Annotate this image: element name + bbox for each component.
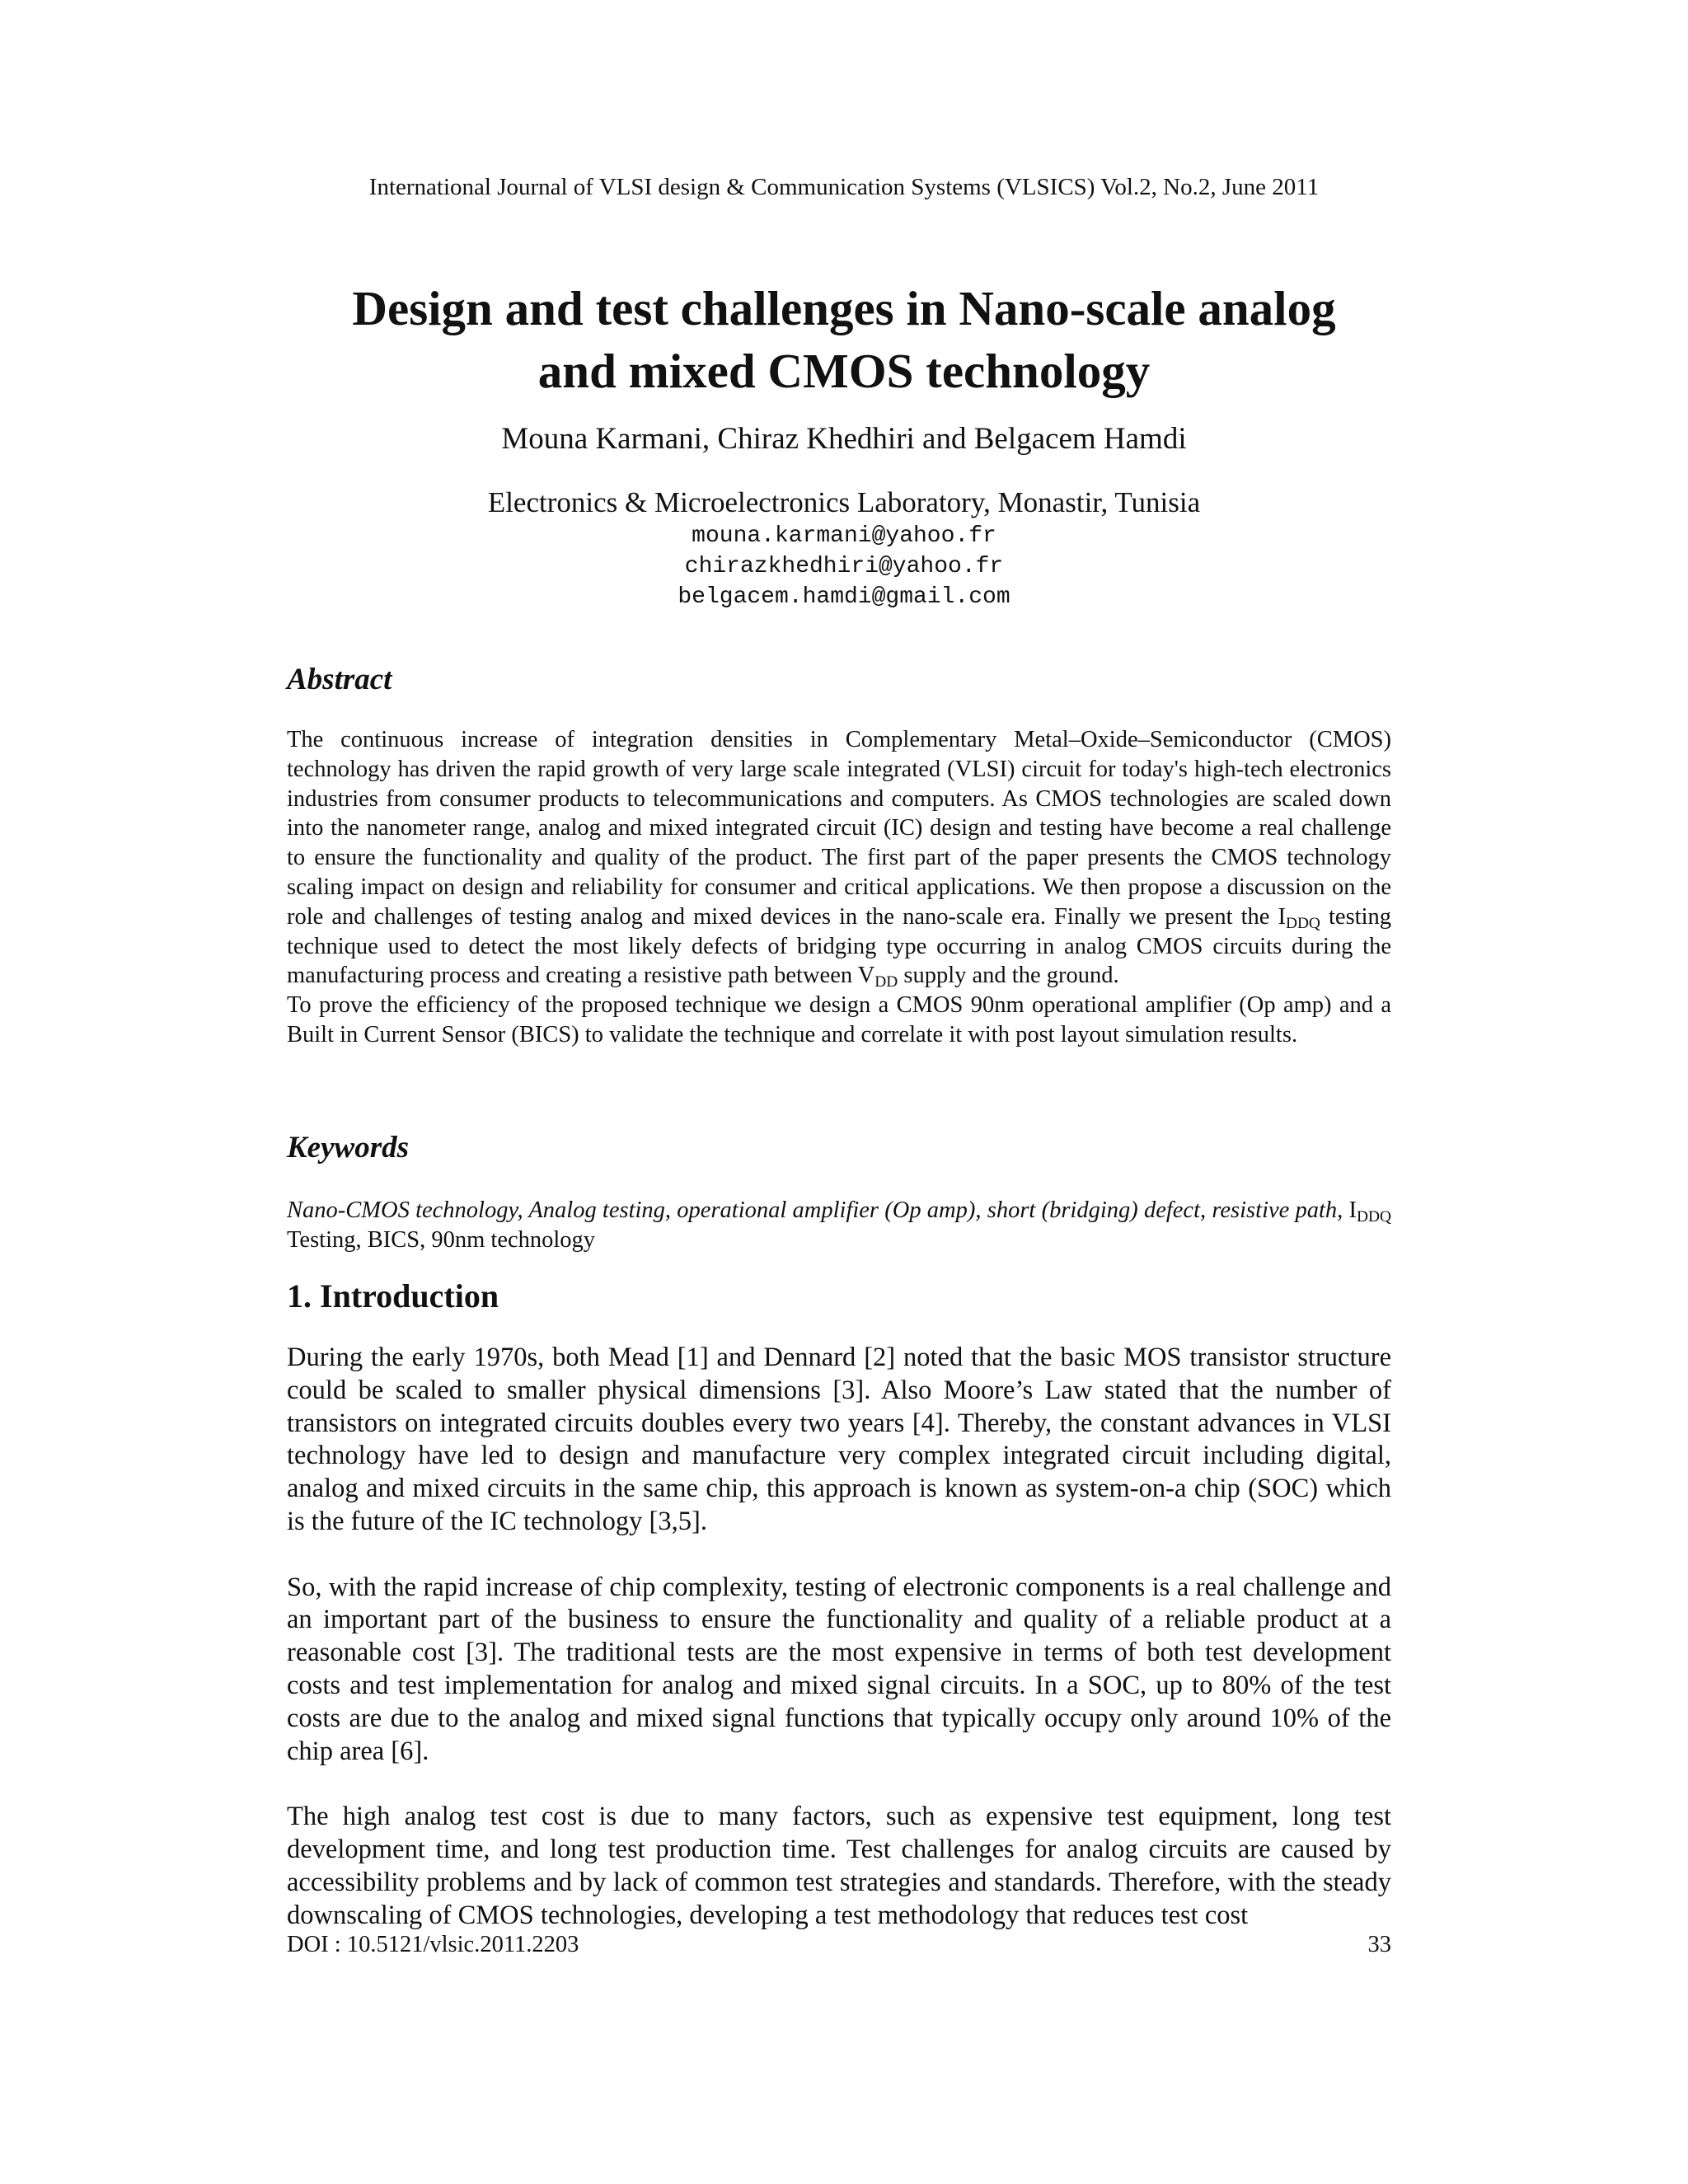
- title-line-2: and mixed CMOS technology: [537, 344, 1151, 398]
- page-number: 33: [1367, 1932, 1391, 1957]
- subscript: DD: [874, 973, 898, 991]
- abstract-text: supply and the ground.: [898, 963, 1119, 989]
- abstract-body: [287, 725, 1391, 1050]
- abstract-paragraph-2: To prove the efficiency of the proposed technique we design a CMOS 90nm operational amplifier (Op amp) and a Built in Current Sensor (BICS) to validate the technique and correlate it with post layout simulation results.: [287, 992, 1391, 1047]
- introduction-body: [287, 1342, 1391, 1965]
- keywords-italic: Nano-CMOS technology, Analog testing, operational amplifier (Op amp), short (bridging) defect, resistive path,: [287, 1197, 1343, 1223]
- subscript: DDQ: [1285, 914, 1320, 932]
- keywords-text: I: [1343, 1197, 1357, 1223]
- doi-label[interactable]: DOI : 10.5121/vlsic.2011.2203: [287, 1932, 579, 1957]
- affiliation: Electronics & Microelectronics Laboratory, Monastir, Tunisia: [487, 486, 1201, 518]
- paper-title: [165, 277, 1523, 402]
- abstract-text: testing technique used to detect the most likely defects of bridging type occurring in analog CMOS circuits during the manufacturing process and creating a resistive path between V: [287, 903, 1391, 989]
- abstract-heading: Abstract: [287, 663, 392, 696]
- email-address[interactable]: mouna.karmani@yahoo.fr: [692, 523, 996, 549]
- authors: Mouna Karmani, Chiraz Khedhiri and Belgacem Hamdi: [501, 422, 1187, 456]
- section-heading-introduction: 1. Introduction: [287, 1277, 499, 1315]
- abstract-paragraph-1: [287, 725, 1391, 991]
- keywords-heading: Keywords: [287, 1131, 409, 1165]
- keywords-text: Testing, BICS, 90nm technology: [287, 1226, 596, 1253]
- title-line-1: Design and test challenges in Nano-scale analog: [352, 281, 1336, 335]
- email-address[interactable]: belgacem.hamdi@gmail.com: [678, 584, 1010, 610]
- email-address[interactable]: chirazkhedhiri@yahoo.fr: [684, 554, 1004, 579]
- running-header: International Journal of VLSI design & Communication Systems (VLSICS) Vol.2, No.2, June 2011: [368, 174, 1320, 200]
- abstract-text: The continuous increase of integration densities in Complementary Metal–Oxide–Semiconductor (CMOS) technology has driven the rapid growth of very large scale integrated (VLSI) circuit for today's high-tech electronics industries from consumer products to telecommunications and computers. As CMOS technologies are scaled down into the nanometer range, analog and mixed integrated circuit (IC) design and testing have become a real challenge to ensure the functionality and quality of the product. The first part of the paper presents the CMOS technology scaling impact on design and reliability for consumer and critical applications. We then propose a discussion on the role and challenges of testing analog and mixed devices in the nano-scale era. Finally we present the I: [287, 727, 1391, 930]
- body-paragraph: The high analog test cost is due to many factors, such as expensive test equipment, long test development time, and long test production time. Test challenges for analog circuits are caused by accessibility problems and by lack of common test strategies and standards. Therefore, with the steady downscaling of CMOS technologies, developing a test methodology that reduces test cost: [287, 1802, 1391, 1930]
- body-paragraph: So, with the rapid increase of chip complexity, testing of electronic components is a real challenge and an important part of the business to ensure the functionality and quality of a reliable product at a reasonable cost [3]. The traditional tests are the most expensive in terms of both test development costs and test implementation for analog and mixed signal circuits. In a SOC, up to 80% of the test costs are due to the analog and mixed signal functions that typically occupy only around 10% of the chip area [6].: [287, 1572, 1391, 1766]
- keywords-body: [287, 1196, 1391, 1255]
- body-paragraph: During the early 1970s, both Mead [1] and Dennard [2] noted that the basic MOS transistor structure could be scaled to smaller physical dimensions [3]. Also Moore’s Law stated that the number of transistors on integrated circuits doubles every two years [4]. Thereby, the constant advances in VLSI technology have led to design and manufacture very complex integrated circuit including digital, analog and mixed circuits in the same chip, this approach is known as system-on-a chip (SOC) which is the future of the IC technology [3,5].: [287, 1343, 1391, 1536]
- subscript: DDQ: [1357, 1207, 1391, 1226]
- email-list: [0, 521, 1688, 612]
